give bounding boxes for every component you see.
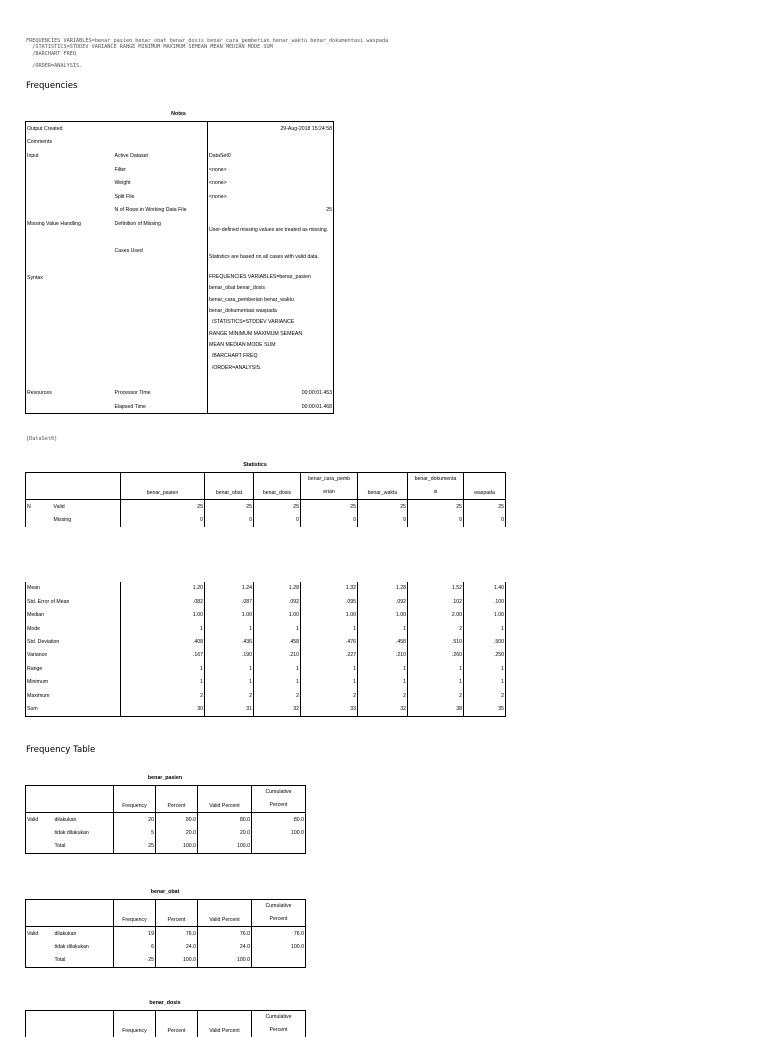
stats-cell: 25 <box>205 500 254 514</box>
stats-cell: 0 <box>121 513 205 526</box>
elapsed-time-value: 00:00:01.468 <box>208 400 334 414</box>
cases-used-value: Statistics are based on all cases with valid data. <box>208 244 334 271</box>
syntax-value-line: MEAN MEDIAN MODE SUM <box>209 340 332 351</box>
stats-cell: 33 <box>301 702 358 716</box>
notes-title: Notes <box>25 111 332 117</box>
stats-cell: 1 <box>464 622 506 635</box>
def-missing-label: Definition of Missing <box>114 217 208 244</box>
stats-cell: 2 <box>254 689 301 702</box>
stats-cell: 1.24 <box>205 582 254 595</box>
syntax-block <box>26 32 388 75</box>
stats-cell: 1 <box>358 676 408 689</box>
stats-row-label: Missing <box>53 513 121 526</box>
stats-cell: .102 <box>408 595 464 608</box>
cases-used-label: Cases Used <box>114 244 208 271</box>
freq-cell: 20 <box>114 813 156 827</box>
syntax-line-4: /ORDER=ANALYSIS. <box>26 63 388 69</box>
stats-cell: .260 <box>408 649 464 662</box>
stats-cell: .408 <box>121 635 205 648</box>
freq-col-header-line: Cumulative <box>253 786 304 799</box>
freq-row-label: tidak dilakukan <box>54 826 114 839</box>
freq-valid-label <box>26 826 54 839</box>
stats-cell: .095 <box>301 595 358 608</box>
freq-cell: 100.0 <box>252 940 306 953</box>
freq-col-header: Valid Percent <box>198 786 252 813</box>
freq-cell: 24.0 <box>198 940 252 953</box>
stats-col-header: waspada <box>464 473 506 500</box>
stats-cell: 2 <box>408 622 464 635</box>
freq-valid-label: Valid <box>26 813 54 827</box>
stats-cell: 1 <box>205 662 254 675</box>
stats-cell: .250 <box>464 649 506 662</box>
syntax-line-3: /BARCHART FREQ <box>26 51 388 57</box>
syntax-value-line: /ORDER=ANALYSIS. <box>209 363 332 374</box>
input-label: Input <box>26 149 114 163</box>
stats-cell: 1 <box>301 676 358 689</box>
stats-cell: 2 <box>464 689 506 702</box>
stats-cell: .458 <box>254 635 301 648</box>
freq-cell: 76.0 <box>156 927 198 941</box>
freq-cell: 80.0 <box>198 813 252 827</box>
freq-cell: 100.0 <box>156 954 198 968</box>
stats-cell: 0 <box>358 513 408 526</box>
freq-col-header-line: Cumulative <box>253 900 304 913</box>
filter-label: Filter <box>114 163 208 177</box>
split-file-value: <none> <box>208 190 334 204</box>
stats-cell: 1.00 <box>464 609 506 622</box>
freq-col-header: Frequency <box>114 786 156 813</box>
stats-cell: 25 <box>301 500 358 514</box>
freq-col-header: Percent <box>156 786 198 813</box>
stats-cell: 31 <box>205 702 254 716</box>
stats-cell: 1.00 <box>301 609 358 622</box>
stats-cell: 1.28 <box>358 582 408 595</box>
stats-cell: .510 <box>408 635 464 648</box>
stats-n-label: N <box>26 500 53 514</box>
syntax-value-line: FREQUENCIES VARIABLES=benar_pasien <box>209 272 332 283</box>
stats-cell: 0 <box>205 513 254 526</box>
freq-col-header: Percent <box>156 900 198 927</box>
stats-cell: 1.28 <box>254 582 301 595</box>
active-dataset-value: DataSet0 <box>208 149 334 163</box>
stats-cell: .167 <box>121 649 205 662</box>
missing-label: Missing Value Handling <box>26 217 114 244</box>
stats-cell: 0 <box>301 513 358 526</box>
elapsed-time-label: Elapsed Time <box>114 400 208 414</box>
freq-col-header: Percent <box>156 1011 198 1037</box>
stats-cell: 1 <box>254 676 301 689</box>
stats-n-label <box>26 513 53 526</box>
stats-cell: 2.00 <box>408 609 464 622</box>
stats-row-label: Sum <box>26 702 121 716</box>
stats-cell: 35 <box>464 702 506 716</box>
syntax-line-1: FREQUENCIES VARIABLES=benar_pasien benar_obat benar_dosis benar_cara_pemberian benar_waktu benar_dokumentasi waspada <box>26 38 388 44</box>
stats-row-label: Mode <box>26 622 121 635</box>
stats-cell: 1 <box>205 676 254 689</box>
syntax-label: Syntax <box>26 271 114 386</box>
n-rows-label: N of Rows in Working Data File <box>114 204 208 218</box>
stats-col-header: benar_dosis <box>254 473 301 500</box>
statistics-title: Statistics <box>25 462 485 468</box>
freq-valid-label <box>26 940 54 953</box>
freq-cell: 100.0 <box>198 954 252 968</box>
stats-col-header-line: benar_cara_pemb <box>302 473 356 486</box>
freq-col-header-line: Percent <box>253 799 304 812</box>
proc-time-label: Processor Time <box>114 386 208 400</box>
stats-cell: 0 <box>254 513 301 526</box>
stats-row-label: Minimum <box>26 676 121 689</box>
stats-cell: 2 <box>358 689 408 702</box>
freq-col-header: Frequency <box>114 1011 156 1037</box>
stats-cell: .210 <box>254 649 301 662</box>
freq-cell: 6 <box>114 940 156 953</box>
stats-col-header: benar_waktu <box>358 473 408 500</box>
def-missing-value: User-defined missing values are treated as missing. <box>208 217 334 244</box>
syntax-value-line: /BARCHART FREQ <box>209 351 332 362</box>
frequencies-heading: Frequencies <box>26 81 77 91</box>
stats-cell: 1 <box>254 622 301 635</box>
freq-row-label: Total <box>54 954 114 968</box>
stats-cell: 1 <box>121 676 205 689</box>
weight-value: <none> <box>208 176 334 190</box>
stats-cell: 38 <box>408 702 464 716</box>
freq-valid-label <box>26 840 54 854</box>
freq-cell <box>252 840 306 854</box>
stats-cell: .500 <box>464 635 506 648</box>
frequency-table <box>25 785 306 854</box>
freq-col-header <box>252 786 306 813</box>
stats-cell: 1.52 <box>408 582 464 595</box>
freq-cell: 100.0 <box>156 840 198 854</box>
stats-cell: .476 <box>301 635 358 648</box>
stats-cell: 25 <box>358 500 408 514</box>
freq-valid-label: Valid <box>26 927 54 941</box>
syntax-value-line: benar_dokumentasi waspada <box>209 306 332 317</box>
weight-label: Weight <box>114 176 208 190</box>
freq-row-label: tidak dilakukan <box>54 940 114 953</box>
proc-time-value: 00:00:01.453 <box>208 386 334 400</box>
freq-row-label: dilakukan <box>54 813 114 827</box>
stats-cell: 1 <box>464 662 506 675</box>
freq-cell: 25 <box>114 840 156 854</box>
stats-cell: 1 <box>121 622 205 635</box>
freq-col-header: Valid Percent <box>198 900 252 927</box>
stats-cell: 1.32 <box>301 582 358 595</box>
stats-cell: 30 <box>121 702 205 716</box>
stats-cell: .092 <box>358 595 408 608</box>
freq-col-header-line: Percent <box>253 913 304 926</box>
stats-row-label: Std. Deviation <box>26 635 121 648</box>
freq-cell: 25 <box>114 954 156 968</box>
stats-row-label: Std. Error of Mean <box>26 595 121 608</box>
freq-cell: 76.0 <box>198 927 252 941</box>
stats-cell: 1.00 <box>121 609 205 622</box>
stats-cell: .092 <box>254 595 301 608</box>
stats-col-header-line: erian <box>302 486 356 499</box>
stats-cell: .458 <box>358 635 408 648</box>
stats-cell: 2 <box>121 689 205 702</box>
stats-cell: 1 <box>254 662 301 675</box>
freq-cell: 100.0 <box>198 840 252 854</box>
stats-cell: 0 <box>408 513 464 526</box>
stats-cell: 25 <box>254 500 301 514</box>
stats-cell: 1 <box>408 662 464 675</box>
stats-cell: 1 <box>358 622 408 635</box>
stats-cell: 1.00 <box>254 609 301 622</box>
comments-label: Comments <box>26 136 208 150</box>
freq-cell <box>252 954 306 968</box>
freq-col-header: Frequency <box>114 900 156 927</box>
stats-row-label: Range <box>26 662 121 675</box>
stats-cell: 25 <box>121 500 205 514</box>
output-created-value: 29-Aug-2018 15:24:58 <box>208 122 334 136</box>
stats-row-label: Valid <box>53 500 121 514</box>
freq-table-title: benar_pasien <box>25 775 305 781</box>
stats-cell: 1.00 <box>358 609 408 622</box>
freq-cell: 20.0 <box>156 826 198 839</box>
stats-col-header <box>408 473 464 500</box>
stats-cell: 2 <box>408 689 464 702</box>
freq-row-label: dilakukan <box>54 927 114 941</box>
stats-col-header-line: benar_dokumenta <box>409 473 462 486</box>
stats-col-header <box>301 473 358 500</box>
stats-col-header: benar_pasien <box>121 473 205 500</box>
stats-cell: 1.00 <box>205 609 254 622</box>
stats-cell: 2 <box>301 689 358 702</box>
freq-col-header <box>252 900 306 927</box>
freq-cell: 19 <box>114 927 156 941</box>
stats-cell: .436 <box>205 635 254 648</box>
freq-cell: 80.0 <box>252 813 306 827</box>
freq-cell: 80.0 <box>156 813 198 827</box>
notes-table <box>25 121 334 414</box>
statistics-table <box>25 472 506 717</box>
freq-col-header: Valid Percent <box>198 1011 252 1037</box>
stats-cell: 2 <box>205 689 254 702</box>
frequency-table <box>25 899 306 968</box>
stats-cell: 1 <box>205 622 254 635</box>
freq-cell: 76.0 <box>252 927 306 941</box>
syntax-value-line: /STATISTICS=STDDEV VARIANCE <box>209 317 332 328</box>
stats-cell: 1 <box>358 662 408 675</box>
stats-cell: 1 <box>464 676 506 689</box>
freq-cell: 24.0 <box>156 940 198 953</box>
stats-cell: 25 <box>464 500 506 514</box>
stats-row-label: Maximum <box>26 689 121 702</box>
freq-col-header-line: Percent <box>253 1024 304 1037</box>
stats-cell: 1.20 <box>121 582 205 595</box>
syntax-value-line: RANGE MINIMUM MAXIMUM SEMEAN <box>209 329 332 340</box>
frequency-table-heading: Frequency Table <box>26 745 95 755</box>
stats-cell: .210 <box>358 649 408 662</box>
dataset-label: [DataSet0] <box>26 436 57 442</box>
filter-value: <none> <box>208 163 334 177</box>
n-rows-value: 25 <box>208 204 334 218</box>
stats-cell: 1 <box>121 662 205 675</box>
stats-cell: 0 <box>464 513 506 526</box>
stats-cell: .082 <box>121 595 205 608</box>
freq-row-label: Total <box>54 840 114 854</box>
stats-col-header-line: si <box>409 486 462 499</box>
stats-row-label: Median <box>26 609 121 622</box>
split-file-label: Split File <box>114 190 208 204</box>
stats-cell: 1.40 <box>464 582 506 595</box>
syntax-line-2: /STATISTICS=STDDEV VARIANCE RANGE MINIMUM MAXIMUM SEMEAN MEAN MEDIAN MODE SUM <box>26 44 388 50</box>
stats-cell: .227 <box>301 649 358 662</box>
syntax-value-line: benar_cara_pemberian benar_waktu <box>209 295 332 306</box>
syntax-value <box>208 271 334 386</box>
freq-cell: 100.0 <box>252 826 306 839</box>
stats-cell: 1 <box>408 676 464 689</box>
resources-label: Resources <box>26 386 114 400</box>
stats-cell: .190 <box>205 649 254 662</box>
freq-col-header-line: Cumulative <box>253 1011 304 1024</box>
freq-table-title: benar_obat <box>25 889 305 895</box>
stats-cell: 1 <box>301 622 358 635</box>
stats-row-label: Variance <box>26 649 121 662</box>
freq-cell: 5 <box>114 826 156 839</box>
syntax-value-line: benar_obat benar_dosis <box>209 283 332 294</box>
stats-cell: 32 <box>254 702 301 716</box>
stats-col-header: benar_obat <box>205 473 254 500</box>
freq-table-title: benar_dosis <box>25 1000 305 1006</box>
freq-valid-label <box>26 954 54 968</box>
freq-cell: 20.0 <box>198 826 252 839</box>
stats-cell: 1 <box>301 662 358 675</box>
stats-cell: .087 <box>205 595 254 608</box>
stats-row-label: Mean <box>26 582 121 595</box>
output-created-label: Output Created <box>26 122 208 136</box>
stats-cell: .100 <box>464 595 506 608</box>
stats-cell: 32 <box>358 702 408 716</box>
active-dataset-label: Active Dataset <box>114 149 208 163</box>
stats-cell: 25 <box>408 500 464 514</box>
